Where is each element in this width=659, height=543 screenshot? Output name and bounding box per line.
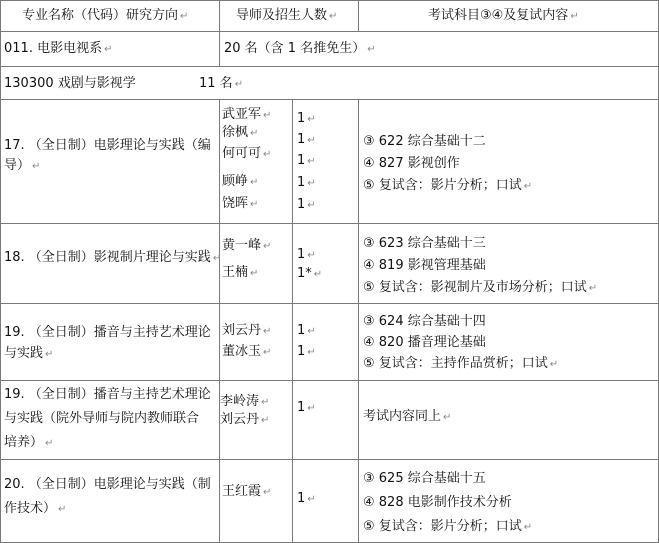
row1-count-3: [297, 152, 316, 171]
paragraph-mark-icon: ↵: [212, 253, 222, 264]
count-value: 1: [297, 247, 306, 262]
paragraph-mark-icon: ↵: [104, 44, 113, 55]
row4-exam-line1: 考试内容同上: [363, 409, 442, 424]
row1-exam-line2: ④ 827 影视创作: [363, 156, 460, 171]
row1-count-5: [297, 196, 316, 215]
paragraph-mark-icon: ↵: [307, 347, 316, 358]
row3-direction-line2: 与实践: [4, 346, 44, 361]
count-value: 1: [297, 400, 306, 415]
row5-direction-line1: 20. （全日制）电影理论与实践（制: [4, 477, 211, 492]
row2-exam-line1: ③ 623 综合基础十三: [363, 236, 486, 251]
header-exam: [428, 7, 579, 26]
count-value: 1: [297, 491, 306, 506]
paragraph-mark-icon: ↵: [523, 522, 533, 533]
major-name: [4, 75, 136, 93]
row4-exam: [363, 408, 451, 427]
count-value: 1: [297, 153, 306, 168]
count-value: 1*: [297, 266, 312, 281]
department-name-text: 011. 电影电视系: [4, 41, 103, 56]
row1-advisor-5: [222, 195, 258, 214]
row5-direction: [4, 473, 211, 522]
row1-direction-line2: 导）: [4, 158, 31, 173]
paragraph-mark-icon: ↵: [307, 135, 316, 146]
row2-count-1: [297, 246, 316, 265]
paragraph-mark-icon: ↵: [58, 504, 67, 515]
header-direction-text: 专业名称（代码）研究方向: [22, 8, 179, 23]
paragraph-mark-icon: ↵: [261, 415, 270, 426]
paragraph-mark-icon: ↵: [523, 181, 533, 192]
paragraph-mark-icon: ↵: [263, 149, 272, 160]
row1-advisor-1: [222, 106, 271, 125]
row1-count-2: [297, 131, 316, 150]
row5-advisor-1: [222, 483, 271, 502]
paragraph-mark-icon: ↵: [250, 177, 259, 188]
row4-direction-line2: 与实践（院外导师与院内教师联合: [4, 411, 200, 426]
row2-direction: [4, 249, 221, 268]
row1-exam-line3: ⑤ 复试含：影片分析；口试: [363, 178, 522, 193]
header-exam-text: 考试科目③④及复试内容: [428, 8, 569, 23]
paragraph-mark-icon: ↵: [443, 412, 452, 423]
department-quota: [224, 40, 376, 59]
major-quota-text: 11 名: [199, 76, 233, 91]
row1-advisor-4: [222, 173, 258, 192]
paragraph-mark-icon: ↵: [307, 178, 316, 189]
row2-exam-line3: ⑤ 复试含：影视制片及市场分析；口试: [363, 280, 587, 295]
row1-direction: [4, 136, 211, 177]
row4-direction: [4, 383, 211, 456]
paragraph-mark-icon: ↵: [261, 397, 270, 408]
paragraph-mark-icon: ↵: [307, 250, 316, 261]
advisor-name: 董冰玉: [222, 344, 262, 359]
row3-direction-line1: 19. （全日制）播音与主持艺术理论: [4, 325, 211, 340]
advisor-name: 何可可: [222, 146, 262, 161]
row3-count-1: [297, 322, 316, 341]
major-name-text: 130300 戏剧与影视学: [4, 76, 136, 91]
row5-count-1: [297, 490, 316, 509]
row1-count-1: [297, 110, 316, 129]
paragraph-mark-icon: ↵: [570, 11, 579, 22]
paragraph-mark-icon: ↵: [307, 156, 316, 167]
row5-exam-line1: ③ 625 综合基础十五: [363, 471, 486, 486]
count-value: 1: [297, 197, 306, 212]
advisor-name: 王楠: [222, 265, 249, 280]
header-advisors: [236, 7, 337, 26]
department-quota-text: 20 名（含 1 名推免生）: [224, 41, 366, 56]
paragraph-mark-icon: ↵: [263, 110, 272, 121]
row5-exam: [363, 467, 532, 540]
row1-advisor-3: [222, 145, 271, 164]
paragraph-mark-icon: ↵: [45, 349, 54, 360]
paragraph-mark-icon: ↵: [32, 161, 41, 172]
advisor-name: 李岭涛: [220, 394, 260, 409]
row1-exam: [363, 131, 532, 198]
paragraph-mark-icon: ↵: [307, 494, 316, 505]
row3-direction: [4, 322, 211, 365]
count-value: 1: [297, 111, 306, 126]
row4-count-1: [297, 399, 316, 418]
row3-exam-line2: ④ 820 播音理论基础: [363, 335, 486, 350]
count-value: 1: [297, 323, 306, 338]
paragraph-mark-icon: ↵: [329, 11, 338, 22]
department-name: [4, 40, 112, 59]
header-direction: [22, 7, 188, 26]
advisor-name: 徐枫: [222, 125, 249, 140]
row3-advisor-1: [222, 322, 271, 341]
row2-exam-line2: ④ 819 影视管理基础: [363, 258, 486, 273]
paragraph-mark-icon: ↵: [45, 438, 54, 449]
paragraph-mark-icon: ↵: [250, 268, 259, 279]
row2-count-2: [297, 265, 322, 284]
advisor-name: 刘云丹: [222, 323, 262, 338]
row1-exam-line1: ③ 622 综合基础十二: [363, 134, 486, 149]
count-value: 1: [297, 344, 306, 359]
row4-advisor-1: [220, 393, 269, 412]
paragraph-mark-icon: ↵: [234, 79, 244, 90]
advisor-name: 刘云丹: [220, 412, 260, 427]
advisor-name: 饶晖: [222, 196, 249, 211]
count-value: 1: [297, 132, 306, 147]
paragraph-mark-icon: ↵: [263, 347, 272, 358]
paragraph-mark-icon: ↵: [263, 241, 272, 252]
paragraph-mark-icon: ↵: [307, 403, 316, 414]
count-value: 1: [297, 175, 306, 190]
advisor-name: 武亚军: [222, 107, 262, 122]
paragraph-mark-icon: ↵: [263, 326, 272, 337]
row5-direction-line2: 作技术）: [4, 501, 57, 516]
row3-exam: [363, 311, 558, 375]
header-advisors-text: 导师及招生人数: [236, 8, 328, 23]
paragraph-mark-icon: ↵: [250, 199, 259, 210]
row4-direction-line1: 19. （全日制）播音与主持艺术理论: [4, 387, 211, 402]
paragraph-mark-icon: ↵: [313, 269, 323, 280]
paragraph-mark-icon: ↵: [588, 283, 598, 294]
advisor-name: 黄一峰: [222, 238, 262, 253]
paragraph-mark-icon: ↵: [367, 44, 376, 55]
row5-exam-line3: ⑤ 复试含：影片分析；口试: [363, 519, 522, 534]
row1-count-4: [297, 174, 316, 193]
paragraph-mark-icon: ↵: [307, 114, 316, 125]
paragraph-mark-icon: ↵: [549, 359, 559, 370]
row1-direction-line1: 17. （全日制）电影理论与实践（编: [4, 138, 211, 153]
advisor-name: 顾峥: [222, 174, 249, 189]
row3-count-2: [297, 343, 316, 362]
paragraph-mark-icon: ↵: [307, 326, 316, 337]
row1-advisor-2: [222, 124, 258, 143]
row4-advisor-2: [220, 411, 269, 430]
advisor-name: 王红霞: [222, 484, 262, 499]
row3-advisor-2: [222, 343, 271, 362]
row4-direction-line3: 培养）: [4, 435, 44, 450]
paragraph-mark-icon: ↵: [180, 11, 189, 22]
paragraph-mark-icon: ↵: [307, 200, 316, 211]
paragraph-mark-icon: ↵: [250, 128, 259, 139]
row3-exam-line1: ③ 624 综合基础十四: [363, 314, 486, 329]
row3-exam-line3: ⑤ 复试含：主持作品赏析；口试: [363, 356, 548, 371]
major-quota: [199, 75, 243, 94]
row2-direction-line1: 18. （全日制）影视制片理论与实践: [4, 250, 211, 265]
row2-exam: [363, 233, 597, 300]
row2-advisor-2: [222, 264, 258, 283]
paragraph-mark-icon: ↵: [263, 487, 272, 498]
row2-advisor-1: [222, 237, 271, 256]
row5-exam-line2: ④ 828 电影制作技术分析: [363, 495, 512, 510]
